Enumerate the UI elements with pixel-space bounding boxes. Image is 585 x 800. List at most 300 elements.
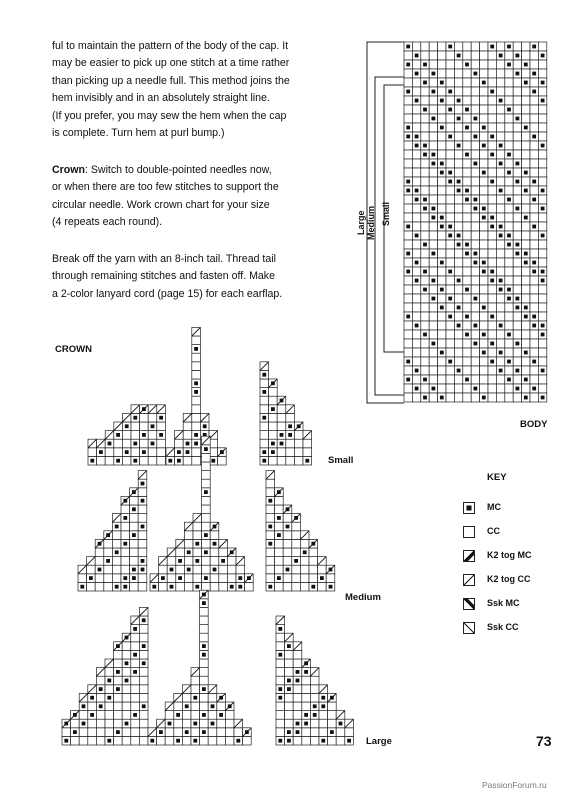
chart-cell xyxy=(88,448,97,457)
chart-cell xyxy=(182,711,191,720)
mc-stitch xyxy=(280,433,284,437)
mc-stitch xyxy=(262,459,266,463)
chart-cell xyxy=(302,685,311,694)
mc-stitch xyxy=(278,696,282,700)
chart-cell xyxy=(292,539,301,548)
chart-cell xyxy=(292,548,301,557)
chart-cell xyxy=(114,719,123,728)
text-line: than picking up a needle full. This method joins the xyxy=(52,74,290,87)
chart-cell xyxy=(192,405,201,414)
chart-cell xyxy=(105,456,114,465)
chart-cell xyxy=(192,353,201,362)
chart-cell xyxy=(266,514,275,523)
chart-cell xyxy=(345,728,354,737)
chart-cell xyxy=(182,693,191,702)
mc-stitch xyxy=(106,559,110,563)
text-span: : Switch to double-pointed needles now, xyxy=(84,164,272,176)
chart-cell xyxy=(277,405,286,414)
chart-cell xyxy=(243,736,252,745)
body-chart-label: BODY xyxy=(520,419,548,430)
mc-stitch xyxy=(213,568,217,572)
mc-stitch xyxy=(321,739,325,743)
chart-cell xyxy=(218,456,227,465)
mc-stitch xyxy=(194,390,198,394)
chart-cell xyxy=(131,719,140,728)
chart-cell xyxy=(191,702,200,711)
chart-cell xyxy=(104,548,113,557)
chart-cell xyxy=(300,557,309,566)
chart-cell xyxy=(122,693,131,702)
k2tog-mc-icon xyxy=(463,550,475,562)
chart-cell xyxy=(122,702,131,711)
chart-cell xyxy=(62,728,71,737)
chart-cell xyxy=(276,728,285,737)
mc-stitch xyxy=(202,653,206,657)
chart-cell xyxy=(131,702,140,711)
chart-cell xyxy=(184,531,193,540)
mc-stitch xyxy=(288,433,292,437)
chart-cell xyxy=(293,693,302,702)
mc-stitch xyxy=(313,713,317,717)
chart-cell xyxy=(139,719,148,728)
chart-cell xyxy=(157,439,166,448)
mc-stitch xyxy=(211,722,215,726)
chart-cell xyxy=(176,582,185,591)
chart-cell xyxy=(292,565,301,574)
chart-cell xyxy=(328,719,337,728)
chart-cell xyxy=(260,379,269,388)
chart-cell xyxy=(219,582,228,591)
chart-cell xyxy=(275,565,284,574)
mc-stitch xyxy=(202,601,206,605)
chart-cell xyxy=(71,736,80,745)
chart-cell xyxy=(184,539,193,548)
chart-cell xyxy=(157,448,166,457)
chart-cell xyxy=(276,702,285,711)
mc-stitch xyxy=(313,704,317,708)
chart-cell xyxy=(122,668,131,677)
chart-cell xyxy=(105,711,114,720)
chart-cell xyxy=(302,676,311,685)
mc-stitch xyxy=(194,433,198,437)
mc-stitch xyxy=(108,442,112,446)
chart-cell xyxy=(105,668,114,677)
mc-stitch xyxy=(238,585,242,589)
chart-cell xyxy=(138,514,147,523)
mc-stitch xyxy=(278,627,282,631)
chart-cell xyxy=(131,431,140,440)
chart-cell xyxy=(157,422,166,431)
chart-cell xyxy=(200,702,209,711)
chart-cell xyxy=(139,633,148,642)
chart-cell xyxy=(131,693,140,702)
mc-stitch xyxy=(142,433,146,437)
chart-cell xyxy=(202,462,211,471)
mc-stitch xyxy=(195,559,199,563)
mc-stitch xyxy=(123,516,127,520)
chart-cell xyxy=(175,439,184,448)
chart-cell xyxy=(165,728,174,737)
mc-stitch xyxy=(204,447,208,451)
chart-cell xyxy=(122,439,131,448)
chart-cell xyxy=(174,702,183,711)
mc-stitch xyxy=(280,442,284,446)
mc-stitch xyxy=(187,550,191,554)
chart-cell xyxy=(96,693,105,702)
chart-cell xyxy=(138,548,147,557)
chart-cell xyxy=(285,693,294,702)
mc-stitch xyxy=(286,525,290,529)
chart-cell xyxy=(225,711,234,720)
mc-stitch xyxy=(262,416,266,420)
mc-stitch xyxy=(115,550,119,554)
chart-cell xyxy=(88,702,97,711)
mc-stitch xyxy=(202,644,206,648)
mc-stitch xyxy=(132,568,136,572)
chart-cell xyxy=(294,439,303,448)
mc-stitch xyxy=(132,507,136,511)
key-label: MC xyxy=(487,502,501,512)
chart-cell xyxy=(319,719,328,728)
chart-cell xyxy=(318,582,327,591)
chart-cell xyxy=(269,431,278,440)
chart-cell xyxy=(202,557,211,566)
chart-cell xyxy=(283,531,292,540)
k2tog-cc-icon xyxy=(463,574,475,586)
chart-cell xyxy=(275,557,284,566)
chart-cell xyxy=(148,431,157,440)
mc-stitch xyxy=(159,416,163,420)
chart-cell xyxy=(219,574,228,583)
mc-stitch xyxy=(304,713,308,717)
chart-cell xyxy=(95,557,104,566)
ssk-mc-icon xyxy=(463,598,475,610)
mc-stitch xyxy=(168,722,172,726)
mc-stitch xyxy=(277,576,281,580)
chart-cell xyxy=(176,565,185,574)
text-line: hem invisibly and in an absolutely straight line. xyxy=(52,92,270,105)
chart-cell xyxy=(309,548,318,557)
chart-cell xyxy=(227,557,236,566)
text-line: may be easier to pick up one stitch at a time rather xyxy=(52,57,290,70)
crown-medium-right xyxy=(266,471,335,591)
chart-cell xyxy=(217,728,226,737)
mc-stitch xyxy=(133,670,137,674)
mc-stitch xyxy=(64,739,68,743)
mc-stitch xyxy=(90,696,94,700)
chart-cell xyxy=(193,574,202,583)
chart-cell xyxy=(192,362,201,371)
chart-cell xyxy=(302,702,311,711)
chart-cell xyxy=(182,719,191,728)
chart-cell xyxy=(165,736,174,745)
mc-stitch xyxy=(80,585,84,589)
chart-cell xyxy=(122,711,131,720)
chart-cell xyxy=(121,565,130,574)
chart-cell xyxy=(192,370,201,379)
cc-empty-square-icon xyxy=(463,526,475,538)
mc-stitch xyxy=(213,542,217,546)
mc-stitch xyxy=(320,576,324,580)
chart-cell xyxy=(79,711,88,720)
mc-stitch xyxy=(141,482,145,486)
chart-cell xyxy=(131,685,140,694)
chart-cell xyxy=(138,531,147,540)
chart-cell xyxy=(208,711,217,720)
chart-cell xyxy=(219,565,228,574)
chart-cell xyxy=(303,439,312,448)
chart-cell xyxy=(114,736,123,745)
chart-cell xyxy=(192,456,201,465)
mc-stitch xyxy=(194,381,198,385)
chart-cell xyxy=(292,574,301,583)
mc-stitch xyxy=(177,459,181,463)
mc-stitch xyxy=(194,442,198,446)
mc-stitch xyxy=(170,585,174,589)
chart-cell xyxy=(95,574,104,583)
chart-cell xyxy=(266,548,275,557)
mc-stitch xyxy=(193,722,197,726)
chart-cell xyxy=(174,719,183,728)
mc-stitch xyxy=(142,618,146,622)
chart-cell xyxy=(217,702,226,711)
mc-stitch xyxy=(311,585,315,589)
chart-cell xyxy=(130,548,139,557)
chart-cell xyxy=(200,693,209,702)
chart-cell xyxy=(300,565,309,574)
crown-small-right xyxy=(260,362,312,465)
chart-cell xyxy=(114,659,123,668)
mc-stitch xyxy=(133,627,137,631)
chart-cell xyxy=(122,650,131,659)
chart-cell xyxy=(293,685,302,694)
chart-cell xyxy=(88,736,97,745)
chart-cell xyxy=(210,582,219,591)
chart-cell xyxy=(131,659,140,668)
chart-cell xyxy=(286,439,295,448)
mc-stitch xyxy=(204,576,208,580)
chart-cell xyxy=(114,448,123,457)
chart-cell xyxy=(225,736,234,745)
chart-cell xyxy=(114,650,123,659)
mc-stitch xyxy=(116,459,120,463)
chart-cell xyxy=(138,488,147,497)
mc-stitch xyxy=(195,585,199,589)
size-label-large: Large xyxy=(356,210,366,235)
chart-cell xyxy=(130,496,139,505)
chart-cell xyxy=(276,633,285,642)
chart-cell xyxy=(104,565,113,574)
ssk-cc-icon xyxy=(463,622,475,634)
chart-cell xyxy=(71,719,80,728)
mc-stitch xyxy=(203,424,207,428)
chart-cell xyxy=(276,659,285,668)
mc-stitch xyxy=(202,730,206,734)
chart-cell xyxy=(159,582,168,591)
chart-cell xyxy=(269,396,278,405)
mc-stitch xyxy=(125,661,129,665)
mc-stitch xyxy=(89,576,93,580)
mc-stitch xyxy=(304,722,308,726)
mc-stitch xyxy=(116,670,120,674)
text-line: a 2-color lanyard cord (page 15) for each earflap. xyxy=(52,287,283,300)
text-line: through remaining stitches and fasten off. Make xyxy=(52,270,275,283)
mc-stitch xyxy=(262,450,266,454)
mc-stitch xyxy=(178,576,182,580)
mc-stitch xyxy=(176,713,180,717)
chart-cell xyxy=(336,728,345,737)
chart-cell xyxy=(283,574,292,583)
chart-cell xyxy=(121,522,130,531)
mc-stitch xyxy=(116,687,120,691)
chart-cell xyxy=(285,719,294,728)
mc-stitch xyxy=(211,459,215,463)
mc-stitch xyxy=(115,525,119,529)
chart-cell xyxy=(174,728,183,737)
crown-label-large: Large xyxy=(366,736,392,747)
mc-stitch xyxy=(133,442,137,446)
mc-stitch xyxy=(99,450,103,454)
mc-stitch xyxy=(141,525,145,529)
chart-cell xyxy=(79,728,88,737)
mc-stitch xyxy=(202,713,206,717)
mc-stitch xyxy=(329,585,333,589)
chart-cell xyxy=(236,565,245,574)
crown-title: CROWN xyxy=(55,344,92,355)
crown-label-small: Small xyxy=(328,455,354,466)
mc-stitch xyxy=(152,585,156,589)
mc-filled-square-icon xyxy=(463,502,475,514)
chart-cell xyxy=(275,496,284,505)
chart-cell xyxy=(275,582,284,591)
chart-cell xyxy=(121,505,130,514)
chart-cell xyxy=(294,456,303,465)
chart-cell xyxy=(275,539,284,548)
chart-cell xyxy=(336,736,345,745)
chart-cell xyxy=(139,650,148,659)
chart-cell xyxy=(183,431,192,440)
chart-cell xyxy=(200,633,209,642)
crown-large-centre xyxy=(148,590,251,745)
chart-cell xyxy=(183,422,192,431)
chart-cell xyxy=(217,719,226,728)
text-line: Break off the yarn with an 8-inch tail. Thread tail xyxy=(52,253,276,265)
key-label: K2 tog CC xyxy=(487,574,531,584)
mc-stitch xyxy=(268,499,272,503)
chart-cell xyxy=(219,548,228,557)
mc-stitch xyxy=(82,704,86,708)
chart-cell xyxy=(96,728,105,737)
chart-cell xyxy=(283,514,292,523)
chart-cell xyxy=(114,702,123,711)
key-title: KEY xyxy=(487,472,507,483)
chart-cell xyxy=(202,565,211,574)
chart-cell xyxy=(131,676,140,685)
chart-cell xyxy=(121,557,130,566)
crown-small-left xyxy=(88,405,165,465)
chart-cell xyxy=(266,479,275,488)
chart-cell xyxy=(283,548,292,557)
chart-cell xyxy=(276,676,285,685)
watermark: PassionForum.ru xyxy=(482,780,547,790)
chart-cell xyxy=(176,548,185,557)
mc-stitch xyxy=(287,644,291,648)
chart-cell xyxy=(310,728,319,737)
mc-stitch xyxy=(107,696,111,700)
chart-cell xyxy=(192,413,201,422)
chart-cell xyxy=(114,676,123,685)
chart-cell xyxy=(148,456,157,465)
chart-cell xyxy=(266,565,275,574)
mc-stitch xyxy=(296,722,300,726)
chart-cell xyxy=(225,728,234,737)
chart-cell xyxy=(310,676,319,685)
chart-cell xyxy=(202,453,211,462)
chart-cell xyxy=(292,582,301,591)
mc-stitch xyxy=(278,739,282,743)
chart-cell xyxy=(302,728,311,737)
chart-cell xyxy=(139,736,148,745)
chart-cell xyxy=(300,539,309,548)
chart-cell xyxy=(285,659,294,668)
chart-cell xyxy=(192,336,201,345)
chart-cell xyxy=(260,405,269,414)
crown-medium-left xyxy=(78,471,147,591)
chart-cell xyxy=(227,574,236,583)
chart-cell xyxy=(139,693,148,702)
chart-cell xyxy=(200,659,209,668)
text-line: circular needle. Work crown chart for your size xyxy=(52,198,270,211)
chart-cell xyxy=(208,728,217,737)
chart-cell xyxy=(276,711,285,720)
chart-cell xyxy=(122,456,131,465)
key-label: K2 tog MC xyxy=(487,550,532,560)
mc-stitch xyxy=(133,416,137,420)
chart-cell xyxy=(277,448,286,457)
chart-cell xyxy=(96,711,105,720)
chart-cell xyxy=(266,488,275,497)
mc-stitch xyxy=(151,424,155,428)
mc-stitch xyxy=(141,559,145,563)
chart-cell xyxy=(105,448,114,457)
mc-stitch xyxy=(151,442,155,446)
mc-stitch xyxy=(262,390,266,394)
chart-cell xyxy=(112,539,121,548)
chart-cell xyxy=(319,711,328,720)
chart-cell xyxy=(130,522,139,531)
chart-cell xyxy=(266,505,275,514)
mc-stitch xyxy=(141,499,145,503)
chart-cell xyxy=(293,736,302,745)
chart-cell xyxy=(302,693,311,702)
chart-cell xyxy=(78,574,87,583)
mc-stitch xyxy=(123,585,127,589)
chart-cell xyxy=(131,633,140,642)
mc-stitch xyxy=(82,722,86,726)
chart-cell xyxy=(95,548,104,557)
chart-cell xyxy=(200,625,209,634)
chart-cell xyxy=(122,736,131,745)
size-label-medium: Medium xyxy=(366,205,376,240)
mc-stitch xyxy=(125,450,129,454)
mc-stitch xyxy=(107,739,111,743)
chart-cell xyxy=(192,448,201,457)
chart-cell xyxy=(122,642,131,651)
mc-stitch xyxy=(330,730,334,734)
mc-stitch xyxy=(186,450,190,454)
mc-stitch xyxy=(271,407,275,411)
chart-cell xyxy=(285,650,294,659)
